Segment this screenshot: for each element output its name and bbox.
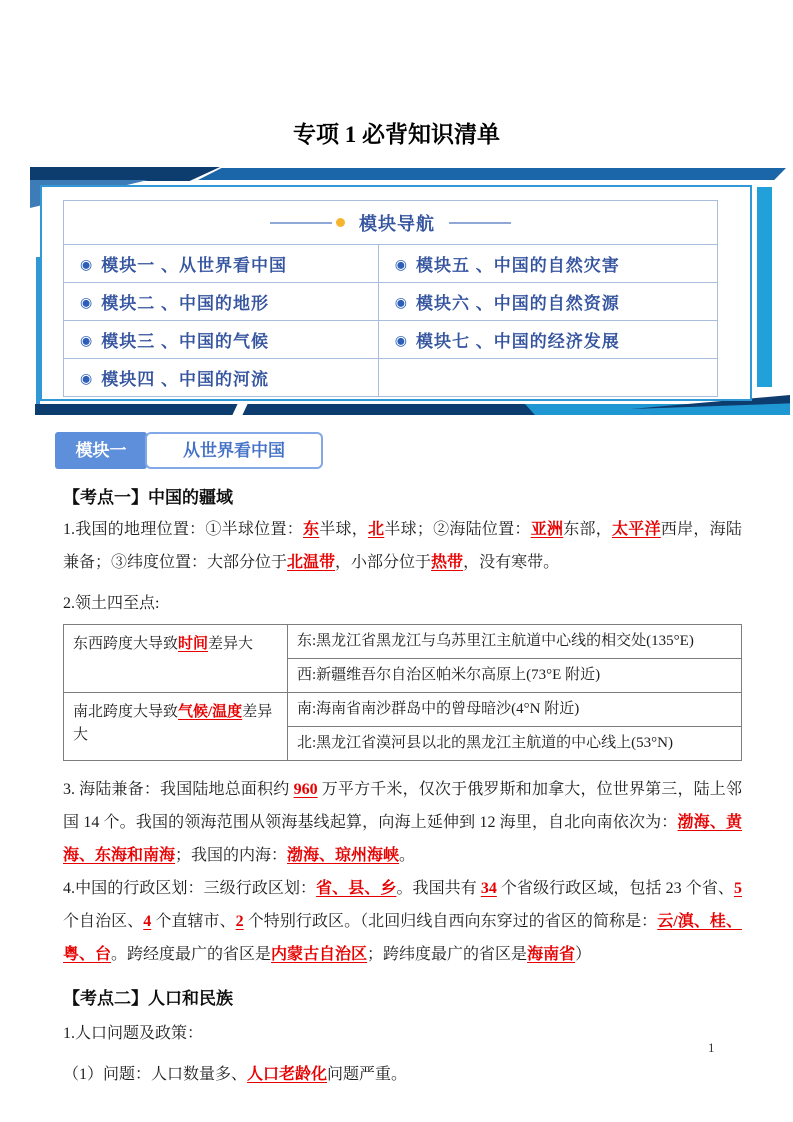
nav-item-module-7: 模块七 、中国的经济发展 xyxy=(416,332,620,351)
nav-cell xyxy=(64,321,379,359)
nav-cell xyxy=(64,245,379,283)
nav-cell xyxy=(64,283,379,321)
decor-line-left xyxy=(270,222,332,224)
heading-kaodian-2: 【考点二】人口和民族 xyxy=(63,989,233,1008)
nav-cell-empty xyxy=(378,359,717,397)
nav-table xyxy=(63,200,718,397)
paragraph-territory-points: 2.领土四至点: xyxy=(63,595,160,612)
nav-row xyxy=(64,283,718,321)
nav-cell xyxy=(378,245,717,283)
paragraph-land-sea: 3. 海陆兼备：我国陆地总面积约 960 万平方千米，仅次于俄罗斯和加拿大，位世界第三，陆上邻国 14 个。我国的领海范围从领海基线起算，向海上延伸到 12 海里，自北向南依次为：渤海、黄海、东海和南海；我国的内海：渤海、琼州海峡。 xyxy=(63,781,742,864)
nav-row xyxy=(64,321,718,359)
nav-title: 模块导航 xyxy=(359,213,435,234)
deco-right-bar xyxy=(757,187,772,387)
nav-item-module-1: 模块一 、从世界看中国 xyxy=(101,256,287,275)
cell-west-point: 西:新疆维吾尔自治区帕米尔高原上(73°E 附近) xyxy=(288,659,742,693)
decor-line-right xyxy=(449,222,511,224)
nav-row xyxy=(64,359,718,397)
nav-item-module-2: 模块二 、中国的地形 xyxy=(101,294,269,313)
nav-cell xyxy=(378,321,717,359)
bullet-icon: ◉ xyxy=(80,293,93,310)
bullet-icon: ◉ xyxy=(394,255,407,272)
table-row xyxy=(64,693,742,727)
module-label: 从世界看中国 xyxy=(145,432,323,469)
deco-top-bar-dark xyxy=(30,167,220,181)
nav-sheet xyxy=(40,185,752,401)
paragraph-population-policy: 1.人口问题及政策： xyxy=(63,1025,204,1042)
nav-item-module-4: 模块四 、中国的河流 xyxy=(101,370,269,389)
module-badge: 模块一 xyxy=(55,432,147,469)
nav-row xyxy=(64,245,718,283)
cell-north-point: 北:黑龙江省漠河县以北的黑龙江主航道的中心线上(53°N) xyxy=(288,727,742,761)
deco-top-bar-blue xyxy=(198,168,786,180)
cell-south-point: 南:海南省南沙群岛中的曾母暗沙(4°N 附近) xyxy=(288,693,742,727)
table-row xyxy=(64,625,742,659)
nav-cell xyxy=(64,359,379,397)
page-title: 专项 1 必背知识清单 xyxy=(293,122,500,147)
page-number: 1 xyxy=(708,1040,715,1055)
territory-extremes-table xyxy=(63,624,742,761)
nav-item-module-6: 模块六 、中国的自然资源 xyxy=(416,294,620,313)
nav-item-module-3: 模块三 、中国的气候 xyxy=(101,332,269,351)
paragraph-admin-divisions: 4.中国的行政区划：三级行政区划：省、县、乡。我国共有 34 个省级行政区域，包括 23 个省、5 个自治区、4 个直辖市、2 个特别行政区。（北回归线自西向东穿过的省区的简称是：云/滇、桂、粤、台。跨经度最广的省区是内蒙古自治区；跨纬度最广的省区是海南省） xyxy=(63,880,742,963)
cell-north-south-span: 南北跨度大导致气候/温度差异大 xyxy=(64,693,288,761)
nav-cell xyxy=(378,283,717,321)
bullet-icon: ◉ xyxy=(80,369,93,386)
module-section-header xyxy=(55,432,323,469)
nav-header-cell xyxy=(64,201,718,245)
paragraph-population-problem: （1）问题：人口数量多、人口老龄化问题严重。 xyxy=(63,1066,408,1083)
decor-dot-icon xyxy=(336,218,345,227)
deco-bottom-bar-navy xyxy=(35,404,535,415)
bullet-icon: ◉ xyxy=(394,331,407,348)
bullet-icon: ◉ xyxy=(80,331,93,348)
paragraph-geo-position: 1.我国的地理位置：①半球位置：东半球，北半球；②海陆位置：亚洲东部，太平洋西岸，海陆兼备；③纬度位置：大部分位于北温带，小部分位于热带，没有寒带。 xyxy=(63,521,742,571)
bullet-icon: ◉ xyxy=(394,293,407,310)
main-content xyxy=(63,483,742,1091)
nav-item-module-5: 模块五 、中国的自然灾害 xyxy=(416,256,620,275)
nav-header-row xyxy=(64,201,718,245)
module-nav xyxy=(30,167,790,422)
heading-kaodian-1: 【考点一】中国的疆域 xyxy=(63,488,233,507)
bullet-icon: ◉ xyxy=(80,255,93,272)
cell-east-point: 东:黑龙江省黑龙江与乌苏里江主航道中心线的相交处(135°E) xyxy=(288,625,742,659)
deco-bottom-bar-blue xyxy=(500,404,790,415)
cell-east-west-span: 东西跨度大导致时间差异大 xyxy=(64,625,288,693)
